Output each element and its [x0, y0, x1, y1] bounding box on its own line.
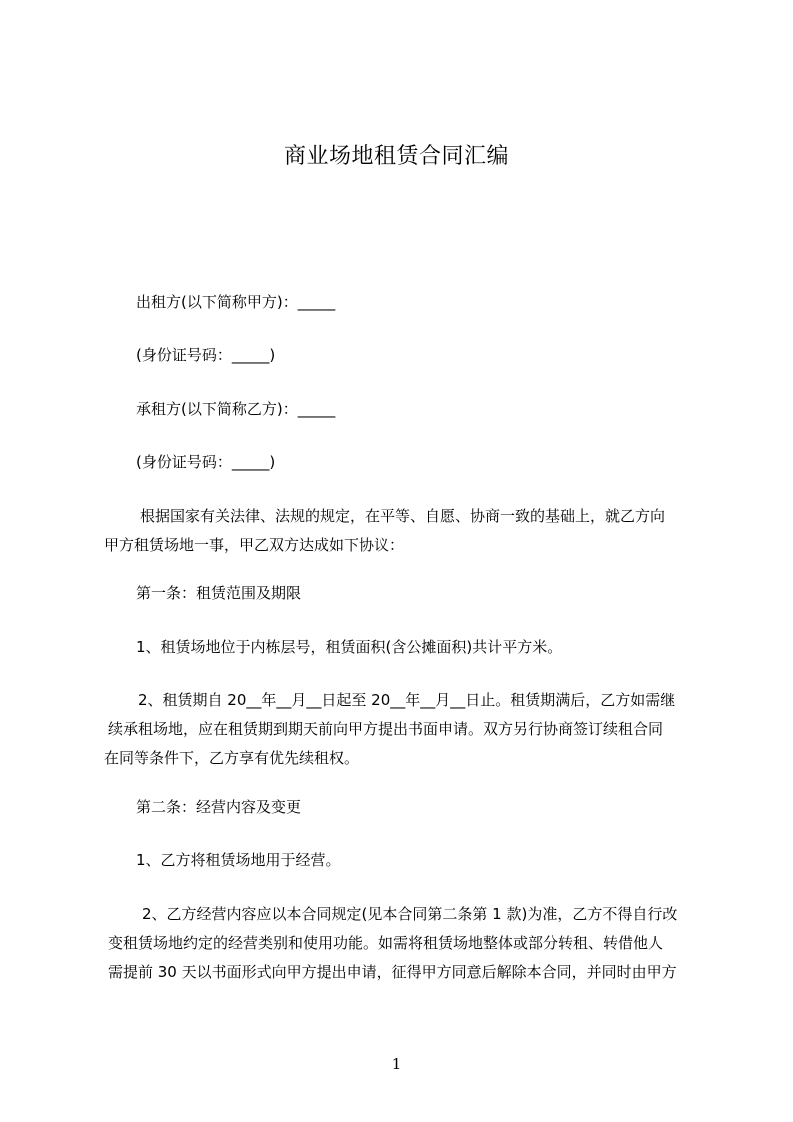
article1-heading: 第一条：租赁范围及期限	[136, 584, 302, 602]
article2-item2-line-3: 需提前 30 天以书面形式向甲方提出申请，征得甲方同意后解除本合同，并同时由甲方	[108, 963, 677, 981]
article1-item2-line-2: 续承租场地，应在租赁期到期天前向甲方提出书面申请。双方另行协商签订续租合同	[108, 720, 664, 738]
article2-item2-line-1: 2、乙方经营内容应以本合同规定(见本合同第二条第 1 款)为准，乙方不得自行改	[142, 905, 678, 923]
lessor-line: 出租方(以下简称甲方)：_____	[136, 293, 336, 311]
article2-item2-line-2: 变租赁场地约定的经营类别和使用功能。如需将租赁场地整体或部分转租、转借他人	[108, 934, 664, 952]
article2-item2-paragraph	[104, 900, 704, 987]
document-title: 商业场地租赁合同汇编	[283, 144, 509, 169]
preamble-line-1: 根据国家有关法律、法规的规定，在平等、自愿、协商一致的基础上，就乙方向	[140, 507, 666, 525]
lessee-line: 承租方(以下简称乙方)：_____	[136, 400, 336, 418]
article1-item2-paragraph	[104, 686, 704, 773]
preamble-paragraph	[104, 502, 704, 560]
article1-item2-line-1: 2、租赁期自 20__年__月__日起至 20__年__月__日止。租赁期满后，乙方如需继	[138, 691, 676, 709]
article2-item1: 1、乙方将租赁场地用于经营。	[136, 851, 341, 869]
preamble-line-2: 甲方租赁场地一事，甲乙双方达成如下协议：	[104, 536, 405, 554]
article2-heading: 第二条：经营内容及变更	[136, 798, 302, 816]
article1-item1: 1、租赁场地位于内栋层号，租赁面积(含公摊面积)共计平方米。	[136, 638, 563, 656]
lessee-id-line: (身份证号码：_____)	[136, 453, 276, 471]
page-number: 1	[391, 1055, 402, 1073]
article1-item2-line-3: 在同等条件下，乙方享有优先续租权。	[104, 749, 360, 767]
lessor-id-line: (身份证号码：_____)	[136, 346, 276, 364]
